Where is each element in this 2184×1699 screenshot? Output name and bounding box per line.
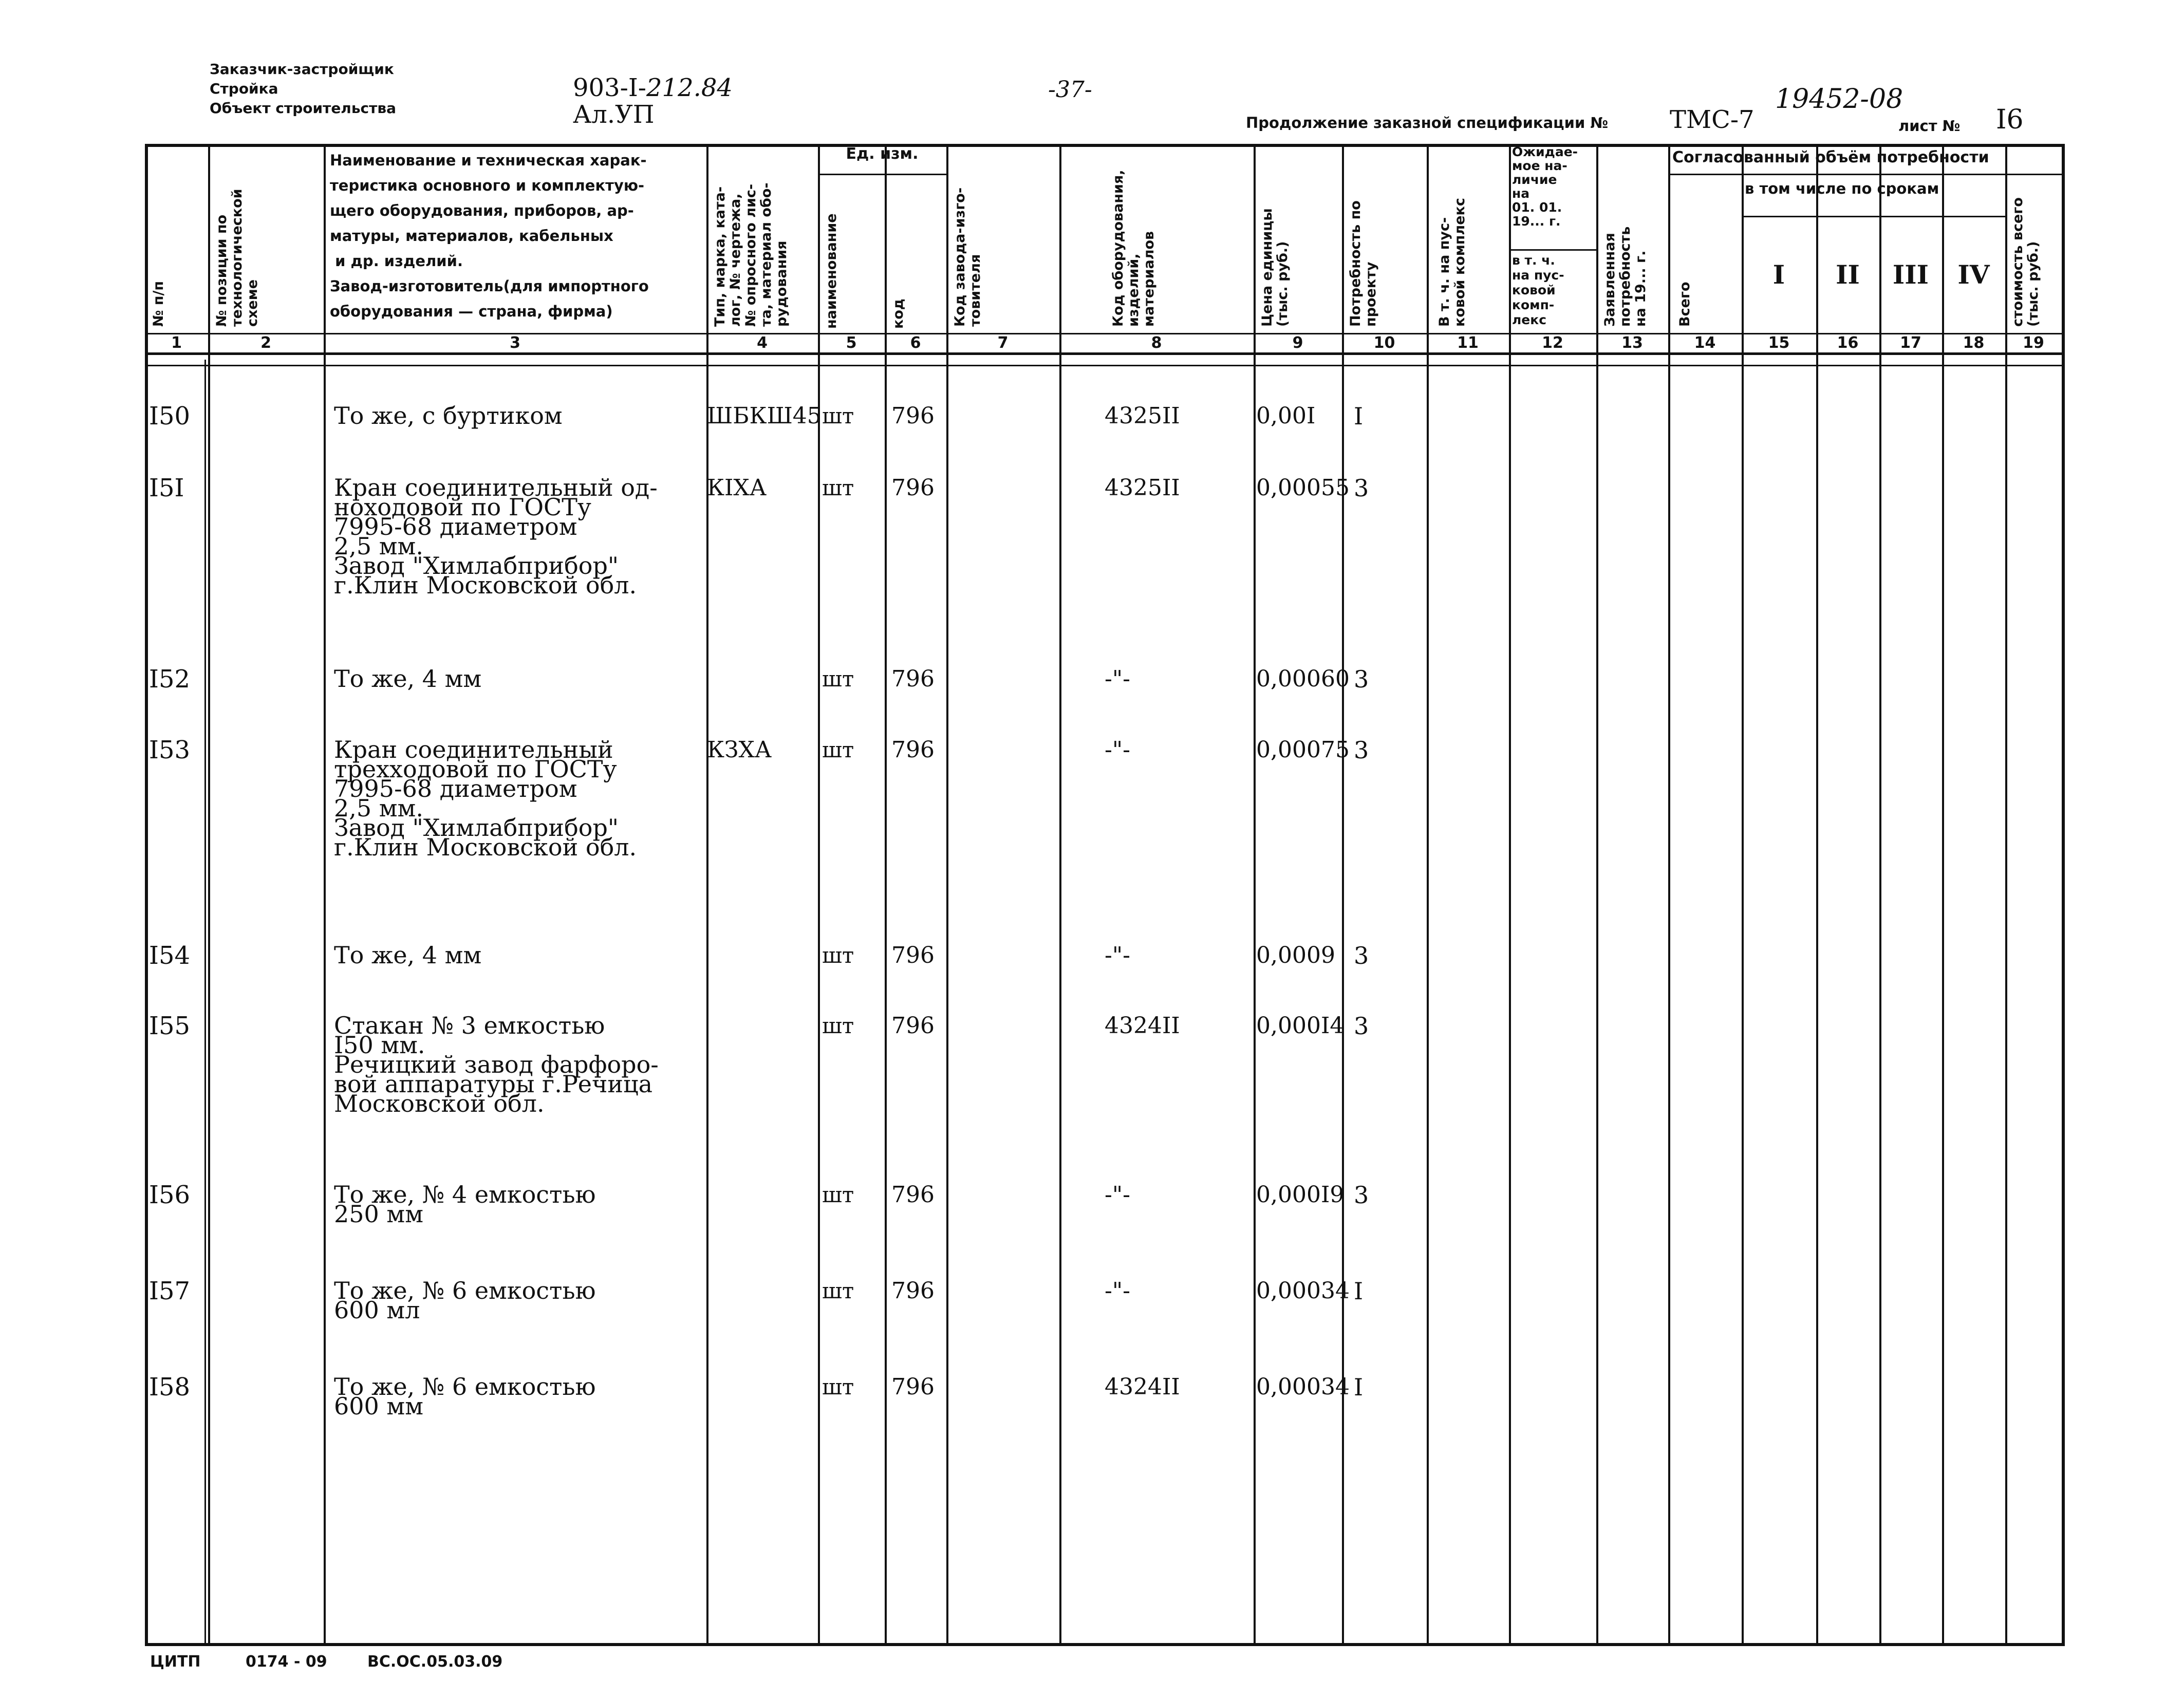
unit-name: шт [822, 1013, 854, 1038]
column-header-c1: № п/п [151, 281, 166, 327]
column-header-c9: Цена единицы (тыс. руб.) [1259, 208, 1291, 327]
row-num-inner-line [204, 360, 206, 1643]
agreed-group-rule [1668, 174, 2062, 175]
column-header-c4: Тип, марка, ката- лог, № чертежа, № опросного лис- та, материал обо- рудования [712, 182, 790, 327]
column-number-5: 5 [846, 334, 857, 352]
column-header-c2: № позиции по технологической схеме [214, 189, 260, 327]
header-number-row-bottom [145, 352, 2062, 355]
unit-name: шт [822, 737, 854, 762]
project-quantity: 3 [1354, 1012, 1369, 1040]
column-number-6: 6 [910, 334, 921, 352]
unit-name: шт [822, 943, 854, 968]
item-name: То же, № 6 емкостью 600 мл [334, 1277, 596, 1324]
footer-org: ЦИТП [150, 1653, 201, 1671]
sheet-label: лист № [1898, 117, 1961, 135]
unit-code: 796 [891, 1013, 935, 1039]
item-type: КIХА [707, 475, 767, 501]
item-name: То же, с буртиком [334, 402, 563, 430]
unit-name: шт [822, 403, 854, 428]
row-number: I54 [149, 941, 191, 970]
unit-price: 0,00075 [1256, 737, 1350, 763]
column-header-c7: Код завода-изго- товителя [952, 187, 983, 327]
equipment-code: -"- [1105, 666, 1130, 692]
unit-name: шт [822, 475, 854, 500]
spec-number: ТМС-7 [1670, 105, 1754, 134]
project-quantity: 3 [1354, 474, 1369, 502]
unit-price: 0,00034 [1256, 1374, 1350, 1400]
equipment-code: -"- [1105, 1278, 1130, 1304]
unit-code: 796 [891, 403, 935, 429]
column-divider [1879, 144, 1881, 1646]
project-quantity: 3 [1354, 1181, 1369, 1209]
row-number: I58 [149, 1373, 191, 1402]
unit-code: 796 [891, 1182, 935, 1208]
site-label: Стройка [210, 80, 278, 97]
equipment-code: -"- [1105, 942, 1130, 968]
column-divider [1342, 144, 1344, 1646]
column-divider [145, 144, 148, 1646]
expected-split-rule [1509, 249, 1596, 251]
unit-price: 0,000I4 [1256, 1013, 1345, 1039]
unit-name: шт [822, 1374, 854, 1399]
column-number-11: 11 [1457, 334, 1479, 352]
equipment-code: 4324II [1105, 1374, 1180, 1400]
footer-document: ВС.ОС.05.03.09 [367, 1653, 503, 1671]
row-number: I56 [149, 1181, 191, 1209]
column-divider [208, 144, 210, 1646]
column-header-c13: Заявленная потребность на 19... г. [1602, 226, 1649, 327]
row-number: I52 [149, 665, 191, 694]
column-header-c5: наименование [824, 213, 839, 329]
unit-code: 796 [891, 737, 935, 763]
item-name: То же, № 4 емкостью 250 мм [334, 1181, 596, 1228]
equipment-code: 4325II [1105, 403, 1180, 429]
column-header-unit-group: Ед. изм. [846, 146, 919, 162]
column-header-c16: II [1836, 259, 1860, 290]
unit-name: шт [822, 666, 854, 692]
column-divider [1942, 144, 1944, 1646]
column-header-agreed-group: Согласованный объём потребности [1672, 150, 1989, 165]
header-bottom-rule [145, 365, 2062, 366]
column-number-12: 12 [1542, 334, 1563, 352]
column-header-c17: III [1892, 259, 1929, 290]
equipment-code: 4324II [1105, 1013, 1180, 1039]
column-divider [818, 144, 820, 1646]
column-number-18: 18 [1963, 334, 1985, 352]
column-header-c6: код [890, 298, 906, 329]
unit-price: 0,00060 [1256, 666, 1350, 692]
item-name: Кран соединительный од- ноходовой по ГОСТу 7995-68 диаметром 2,5 мм. Завод "Химлабприбор" г.Клин Московской обл. [334, 474, 658, 599]
item-name: То же, № 6 емкостью 600 мм [334, 1373, 596, 1420]
item-name: То же, 4 мм [334, 941, 482, 969]
unit-code: 796 [891, 1374, 935, 1400]
column-number-8: 8 [1151, 334, 1162, 352]
unit-group-rule [818, 174, 946, 175]
item-type: КЗХА [707, 737, 772, 763]
column-divider [946, 144, 948, 1646]
column-number-10: 10 [1373, 334, 1395, 352]
item-type: ШБКШ45 [707, 403, 822, 429]
column-number-14: 14 [1694, 334, 1716, 352]
album-label: Ал.УП [573, 100, 655, 129]
project-quantity: 3 [1354, 665, 1369, 693]
equipment-code: -"- [1105, 737, 1130, 763]
column-header-expected: Ожидае- мое на- личие на 01. 01. 19... г. [1512, 145, 1578, 228]
customer-label: Заказчик-застройщик [210, 61, 394, 78]
column-number-9: 9 [1292, 334, 1303, 352]
terms-group-rule [1742, 216, 2005, 217]
sheet-number: I6 [1996, 104, 2024, 135]
unit-price: 0,00034 [1256, 1278, 1350, 1304]
column-header-c14: Всего [1677, 282, 1693, 327]
column-number-3: 3 [510, 334, 520, 352]
unit-name: шт [822, 1278, 854, 1303]
column-header-c8: Код оборудования, изделий, материалов [1110, 170, 1157, 327]
unit-price: 0,0009 [1256, 942, 1335, 968]
object-label: Объект строительства [210, 100, 396, 117]
column-divider [1742, 144, 1744, 1646]
column-divider [1254, 144, 1256, 1646]
unit-name: шт [822, 1182, 854, 1207]
equipment-code: 4325II [1105, 475, 1180, 501]
column-divider [706, 144, 708, 1646]
column-number-4: 4 [757, 334, 768, 352]
column-header-c15: I [1772, 259, 1785, 290]
column-divider [1668, 144, 1670, 1646]
unit-price: 0,00055 [1256, 475, 1350, 501]
column-divider [2062, 144, 2065, 1646]
project-code-handwritten: 212.84 [646, 73, 733, 102]
project-quantity: I [1354, 1373, 1364, 1401]
column-number-19: 19 [2023, 334, 2044, 352]
column-divider [324, 144, 326, 1646]
column-number-16: 16 [1837, 334, 1859, 352]
row-number: I50 [149, 402, 191, 431]
column-divider [2005, 144, 2007, 1646]
column-divider [1596, 144, 1598, 1646]
column-number-2: 2 [260, 334, 271, 352]
row-number: I53 [149, 736, 191, 764]
column-number-15: 15 [1768, 334, 1790, 352]
frame-top [145, 144, 2065, 147]
column-header-c18: IV [1957, 259, 1990, 290]
row-number: I55 [149, 1012, 191, 1040]
project-quantity: 3 [1354, 736, 1369, 764]
column-divider [1509, 144, 1511, 1646]
unit-code: 796 [891, 942, 935, 968]
column-divider [885, 144, 887, 1646]
column-number-13: 13 [1621, 334, 1643, 352]
project-quantity: I [1354, 1277, 1364, 1305]
item-name: Стакан № 3 емкостью I50 мм. Речицкий завод фарфоро- вой аппаратуры г.Речица Московской обл. [334, 1012, 659, 1117]
item-name: То же, 4 мм [334, 665, 482, 693]
row-number: I57 [149, 1277, 191, 1305]
column-header-expected-launch: в т. ч. на пус- ковой комп- лекс [1512, 253, 1564, 327]
unit-price: 0,00I [1256, 403, 1316, 429]
project-quantity: 3 [1354, 942, 1369, 969]
column-header-c10: Потребность по проекту [1348, 200, 1379, 327]
page-number: -37- [1048, 77, 1092, 103]
column-divider [1816, 144, 1818, 1646]
spec-number-handwritten: 19452-08 [1775, 84, 1903, 115]
column-number-1: 1 [171, 334, 182, 352]
spec-title: Продолжение заказной спецификации № [1246, 114, 1609, 132]
unit-code: 796 [891, 1278, 935, 1304]
unit-code: 796 [891, 666, 935, 692]
item-name: Кран соединительный трехходовой по ГОСТу 7995-68 диаметром 2,5 мм. Завод "Химлабприбор" г.Клин Московской обл. [334, 736, 637, 861]
column-header-terms-group: в том числе по срокам [1745, 181, 1939, 196]
column-number-7: 7 [997, 334, 1009, 352]
row-number: I5I [149, 474, 184, 502]
project-quantity: I [1354, 402, 1364, 430]
column-divider [1059, 144, 1061, 1646]
unit-price: 0,000I9 [1256, 1182, 1345, 1208]
column-divider [1427, 144, 1429, 1646]
frame-bottom [145, 1643, 2065, 1646]
column-number-17: 17 [1900, 334, 1921, 352]
project-code-printed: 903-I- [573, 73, 647, 102]
unit-code: 796 [891, 475, 935, 501]
equipment-code: -"- [1105, 1182, 1130, 1208]
column-header-c19: стоимость всего (тыс. руб.) [2010, 197, 2041, 327]
column-header-name: Наименование и техническая харак- теристика основного и комплектую- щего оборудования, приборов, ар- матуры, материалов, кабельных и др. изделий. Завод-изготовитель(для импортного оборудования — страна, фирма) [330, 152, 649, 320]
column-header-c11: В т. ч. на пус- ковой комплекс [1436, 198, 1468, 327]
footer-code: 0174 - 09 [246, 1653, 327, 1671]
